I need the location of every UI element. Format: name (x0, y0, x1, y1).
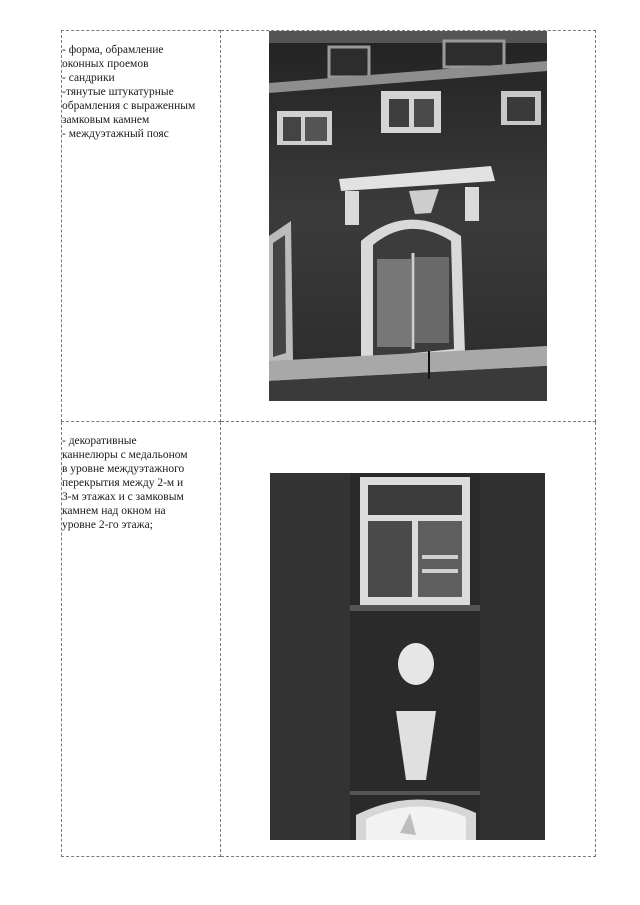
description-line: каннелюры с медальоном (62, 449, 188, 461)
description-line: - декоративные (62, 435, 137, 447)
description-line: - сандрики (62, 72, 115, 84)
description-cell (62, 422, 221, 857)
description-text (62, 422, 220, 532)
description-line: -тянутые штукатурные (62, 86, 174, 98)
description-cell (62, 31, 221, 422)
description-line: - форма, обрамление (62, 44, 164, 56)
photo-cell (221, 422, 596, 857)
table-row (62, 422, 596, 857)
facade-windows-photo (269, 31, 547, 401)
description-line: в уровне междуэтажного (62, 463, 185, 475)
description-line: замковым камнем (62, 114, 150, 126)
description-line: 3-м этажах и с замковым (62, 491, 184, 503)
description-line: оконных проемов (62, 58, 149, 70)
facade-medallion-photo (270, 473, 545, 840)
description-line: уровне 2-го этажа; (62, 519, 153, 531)
description-photo-table (61, 30, 596, 857)
description-text (62, 31, 220, 141)
description-line: камнем над окном на (62, 505, 166, 517)
table-row (62, 31, 596, 422)
description-line: перекрытия между 2-м и (62, 477, 184, 489)
description-line: обрамления с выраженным (62, 100, 196, 112)
photo-cell (221, 31, 596, 422)
description-line: - междуэтажный пояс (62, 128, 169, 140)
